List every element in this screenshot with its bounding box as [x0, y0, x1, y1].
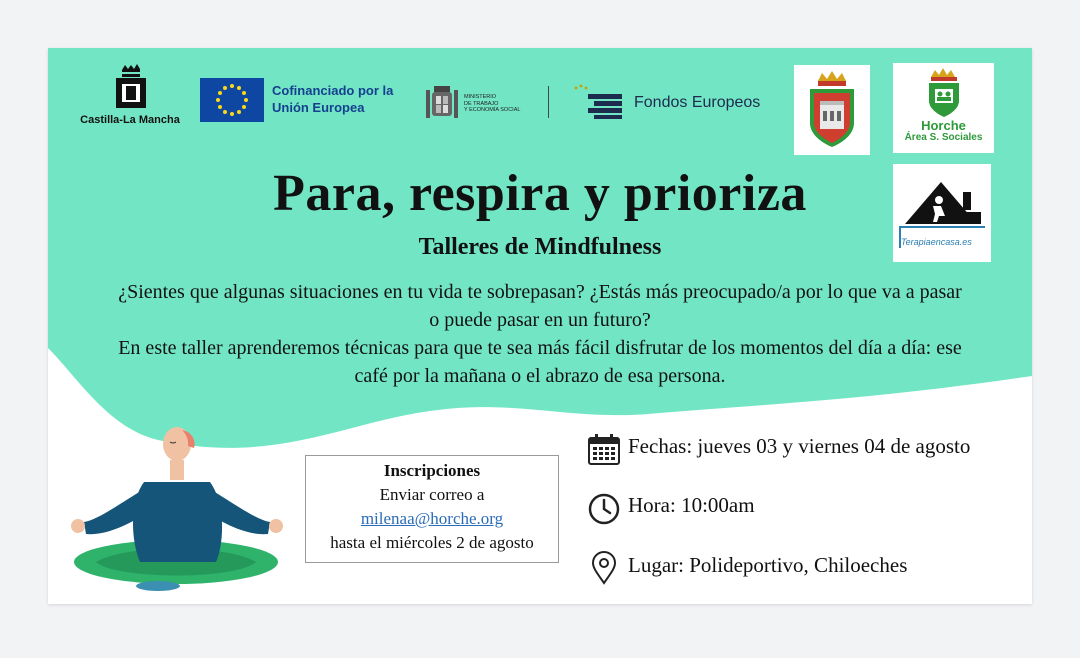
inscripciones-instruction: Enviar correo a [379, 485, 485, 504]
intro-paragraph-2: En este taller aprenderemos técnicas para que te sea más fácil disfrutar de los momentos del día a día: ese café por la mañana o el abrazo de esa persona. [118, 337, 962, 387]
terapiaencasa-label: Terapiaencasa.es [901, 237, 972, 247]
spain-coat-of-arms-icon [422, 82, 462, 124]
horche-coat-of-arms-logo [794, 65, 870, 155]
lugar-text: Lugar: Polideportivo, Chiloeches [628, 553, 908, 577]
area-sociales-label: Área S. Sociales [904, 132, 983, 143]
ministerio-divider [548, 86, 549, 118]
ministerio-line-3: Y ECONOMÍA SOCIAL [464, 107, 521, 113]
ministerio-label [464, 94, 554, 114]
eu-cofinanciado-label: Cofinanciado por la Unión Europea [272, 83, 394, 115]
calendar-icon [586, 431, 622, 467]
castilla-la-mancha-logo [70, 62, 190, 128]
castilla-la-mancha-label: Castilla-La Mancha [80, 114, 180, 126]
horche-label: Horche [921, 118, 966, 133]
inscripciones-title: Inscripciones [383, 461, 481, 480]
clock-icon [586, 490, 622, 526]
poster [48, 48, 1032, 604]
inscripciones-deadline: hasta el miércoles 2 de agosto [330, 533, 534, 552]
ministerio-line-1: MINISTERIO [464, 94, 497, 100]
fondos-europeos-label: Fondos Europeos [634, 94, 761, 111]
castle-icon [70, 62, 190, 112]
fecha-text: Fechas: jueves 03 y viernes 04 de agosto [628, 434, 971, 458]
coat-of-arms-icon [794, 65, 870, 155]
ministerio-line-2: DE TRABAJO [464, 100, 499, 107]
fondos-europeos-logo [572, 82, 772, 122]
hora-text: Hora: 10:00am [628, 493, 755, 517]
inscripciones-email-link[interactable]: milenaa@horche.org [360, 509, 504, 528]
horche-area-sociales-logo [893, 63, 994, 153]
intro-paragraph-1: ¿Sientes que algunas situaciones en tu vida te sobrepasan? ¿Estás más preocupado/a por lo que va a pasar o puede pasar en un futuro? [118, 281, 962, 331]
horche-emblem-icon [893, 63, 994, 119]
fondos-europeos-icon [572, 82, 632, 122]
meditating-person-illustration [56, 412, 296, 592]
page-title: Para, respira y prioriza [273, 165, 807, 222]
location-pin-icon [586, 550, 622, 586]
eu-cofinanciado-logo [200, 78, 395, 122]
ministerio-trabajo-logo [422, 82, 562, 124]
intro-text [118, 278, 962, 390]
inscripciones-box [305, 455, 559, 563]
page-subtitle: Talleres de Mindfulness [418, 234, 662, 260]
eu-flag-icon [200, 78, 264, 122]
